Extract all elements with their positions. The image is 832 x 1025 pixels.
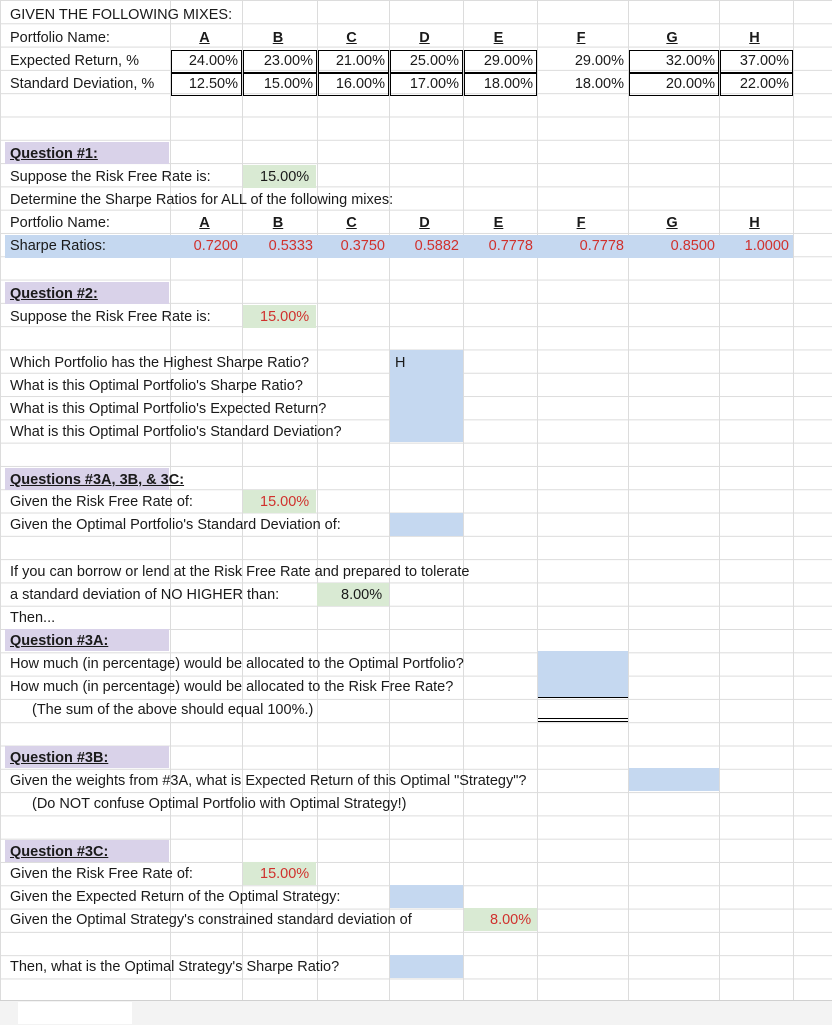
tolerance-value[interactable]: 8.00% [341, 587, 383, 603]
q2-highest-question: Which Portfolio has the Highest Sharpe Ratio? [10, 355, 310, 371]
q3a-note: (The sum of the above should equal 100%.) [32, 702, 314, 718]
sharpe-cell[interactable]: 0.5882 [414, 238, 459, 254]
q1-name-cell[interactable]: F [576, 215, 586, 231]
mix-name-cell[interactable]: G [666, 30, 678, 46]
q3c-rf-label: Given the Risk Free Rate of: [10, 866, 193, 882]
mix-sd-cell[interactable]: 15.00% [263, 76, 313, 92]
column-divider [719, 0, 720, 1000]
q2-heading: Question #2: [10, 286, 98, 302]
mix-name-cell[interactable]: D [419, 30, 430, 46]
q3a-opt-question: How much (in percentage) would be allocated to the Optimal Portfolio? [10, 656, 464, 672]
mix-sd-cell[interactable]: 20.00% [665, 76, 715, 92]
mix-return-cell[interactable]: 29.00% [483, 53, 533, 69]
q1-name-cell[interactable]: B [272, 215, 284, 231]
mix-name-cell[interactable]: E [493, 30, 504, 46]
q2-rf-value[interactable]: 15.00% [260, 309, 310, 325]
q2-rf-label: Suppose the Risk Free Rate is: [10, 309, 211, 325]
mix-name-cell[interactable]: A [199, 30, 210, 46]
q1-name-label: Portfolio Name: [10, 215, 110, 231]
column-divider [537, 0, 538, 1000]
q3-rf-value[interactable]: 15.00% [260, 494, 310, 510]
mix-return-cell[interactable]: 37.00% [739, 53, 789, 69]
q3b-note: (Do NOT confuse Optimal Portfolio with Optimal Strategy!) [32, 796, 407, 812]
sheet-title: GIVEN THE FOLLOWING MIXES: [10, 7, 233, 23]
q1-heading: Question #1: [10, 146, 98, 162]
q3-borrow-line2: a standard deviation of NO HIGHER than: [10, 587, 280, 603]
then-label: Then... [10, 610, 56, 626]
mix-return-cell[interactable]: 32.00% [665, 53, 715, 69]
q1-rf-label: Suppose the Risk Free Rate is: [10, 169, 211, 185]
std-dev-label: Standard Deviation, % [10, 76, 155, 92]
q3b-question: Given the weights from #3A, what is Expected Return of this Optimal "Strategy"? [10, 773, 527, 789]
q1-name-cell[interactable]: H [749, 215, 760, 231]
mix-name-cell[interactable]: B [272, 30, 284, 46]
q2-return-question: What is this Optimal Portfolio's Expected Return? [10, 401, 327, 417]
q1-rf-value[interactable]: 15.00% [260, 169, 310, 185]
sharpe-cell[interactable]: 0.7778 [488, 238, 533, 254]
q3c-er-input[interactable] [390, 885, 463, 908]
mix-sd-cell[interactable]: 18.00% [574, 76, 624, 92]
q3c-question: Then, what is the Optimal Strategy's Sharpe Ratio? [10, 959, 340, 975]
q3c-er-label: Given the Expected Return of the Optimal Strategy: [10, 889, 341, 905]
q3c-heading: Question #3C: [10, 844, 109, 860]
q3c-sd-label: Given the Optimal Strategy's constrained standard deviation of [10, 912, 412, 928]
mix-name-cell[interactable]: F [576, 30, 586, 46]
mix-sd-cell[interactable]: 12.50% [188, 76, 238, 92]
q3-sd-label: Given the Optimal Portfolio's Standard Deviation of: [10, 517, 341, 533]
mix-return-cell[interactable]: 21.00% [335, 53, 385, 69]
q3a-answer-underline [538, 697, 628, 698]
q3a-sum-line-bottom [538, 721, 628, 722]
q3-borrow-line1: If you can borrow or lend at the Risk Free Rate and prepared to tolerate [10, 564, 470, 580]
q3c-answer-cell[interactable] [390, 955, 463, 978]
sharpe-cell[interactable]: 0.8500 [670, 238, 715, 254]
column-divider [317, 0, 318, 1000]
sharpe-label: Sharpe Ratios: [10, 238, 106, 254]
sharpe-cell[interactable]: 0.3750 [340, 238, 385, 254]
q2-sd-question: What is this Optimal Portfolio's Standard Deviation? [10, 424, 342, 440]
q1-name-cell[interactable]: E [493, 215, 504, 231]
q1-instruction: Determine the Sharpe Ratios for ALL of the following mixes: [10, 192, 394, 208]
mix-return-cell[interactable]: 24.00% [188, 53, 238, 69]
q3c-rf-value[interactable]: 15.00% [260, 866, 310, 882]
mix-name-cell[interactable]: C [346, 30, 357, 46]
mix-return-cell[interactable]: 25.00% [409, 53, 459, 69]
q3-heading: Questions #3A, 3B, & 3C: [10, 472, 185, 488]
mix-return-cell[interactable]: 29.00% [574, 53, 624, 69]
column-divider [793, 0, 794, 1000]
column-divider [628, 0, 629, 1000]
q3b-answer-cell[interactable] [629, 768, 719, 791]
mix-sd-cell[interactable]: 18.00% [483, 76, 533, 92]
q1-name-cell[interactable]: A [199, 215, 210, 231]
q3-rf-label: Given the Risk Free Rate of: [10, 494, 193, 510]
q2-highest-answer-text: H [395, 355, 406, 371]
q3-sd-input[interactable] [390, 513, 463, 536]
q3a-answer-cells[interactable] [538, 651, 628, 697]
mix-name-cell[interactable]: H [749, 30, 760, 46]
q1-name-cell[interactable]: G [666, 215, 678, 231]
column-divider [463, 0, 464, 1000]
mix-sd-cell[interactable]: 17.00% [409, 76, 459, 92]
sharpe-cell[interactable]: 0.7778 [579, 238, 624, 254]
q3a-sum-line-top [538, 718, 628, 719]
column-divider [389, 0, 390, 1000]
mix-return-cell[interactable]: 23.00% [263, 53, 313, 69]
q1-name-cell[interactable]: C [346, 215, 357, 231]
q3a-rf-question: How much (in percentage) would be allocated to the Risk Free Rate? [10, 679, 454, 695]
mix-sd-cell[interactable]: 16.00% [335, 76, 385, 92]
q1-name-cell[interactable]: D [419, 215, 430, 231]
sheet-tab[interactable] [18, 1002, 132, 1024]
sharpe-cell[interactable]: 0.7200 [193, 238, 238, 254]
q3a-heading: Question #3A: [10, 633, 109, 649]
portfolio-name-label: Portfolio Name: [10, 30, 110, 46]
mix-sd-cell[interactable]: 22.00% [739, 76, 789, 92]
sharpe-cell[interactable]: 1.0000 [744, 238, 789, 254]
q2-sharpe-question: What is this Optimal Portfolio's Sharpe Ratio? [10, 378, 303, 394]
q3b-heading: Question #3B: [10, 750, 109, 766]
sharpe-cell[interactable]: 0.5333 [268, 238, 313, 254]
expected-return-label: Expected Return, % [10, 53, 139, 69]
q3c-sd-value[interactable]: 8.00% [490, 912, 532, 928]
